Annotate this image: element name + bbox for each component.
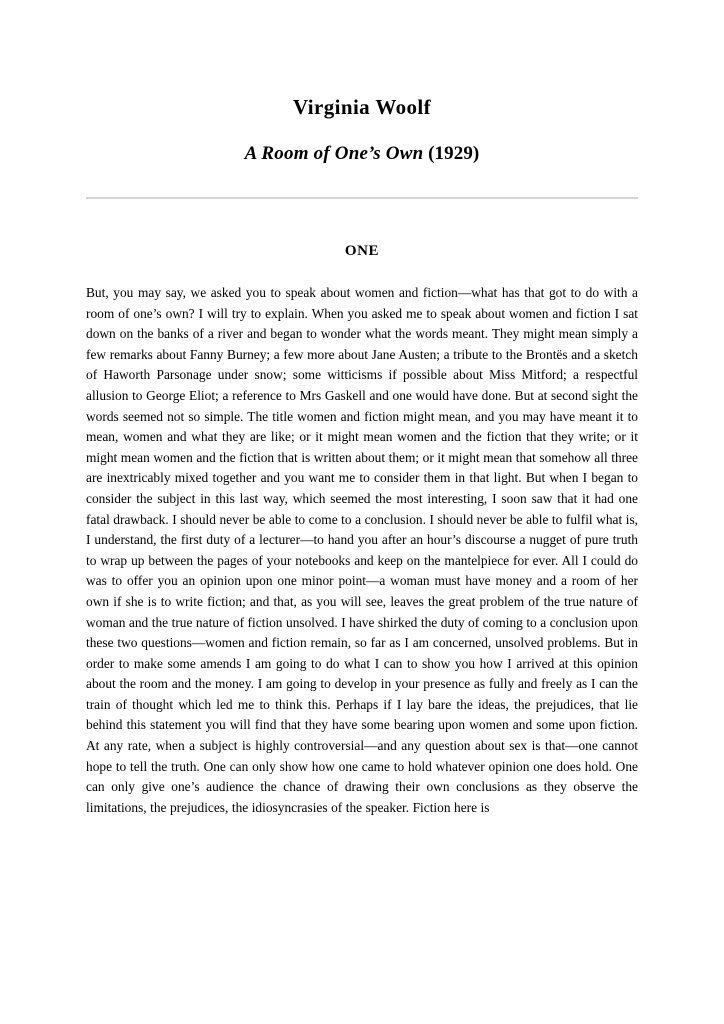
work-title-text: A Room of One’s Own xyxy=(244,143,424,165)
work-publication-year: (1929) xyxy=(428,143,480,165)
document-header xyxy=(86,0,638,166)
body-paragraph: But, you may say, we asked you to speak about women and fiction—what has that got to do with a room of one’s own? I will try to explain. When you asked me to speak about women and fiction I sat down on the banks of a river and began to wonder what the words meant. They might mean simply a few remarks about Fanny Burney; a few more about Jane Austen; a tribute to the Brontës and a sketch of Haworth Parsonage under snow; some witticisms if possible about Miss Mitford; a respectful allusion to George Eliot; a reference to Mrs Gaskell and one would have done. But at second sight the words seemed not so simple. The title women and fiction might mean, and you may have meant it to mean, women and what they are like; or it might mean women and the fiction that they write; or it might mean women and the fiction that is written about them; or it might mean that somehow all three are inextricably mixed together and you want me to consider them in that light. But when I began to consider the subject in this last way, which seemed the most interesting, I soon saw that it had one fatal drawback. I should never be able to come to a conclusion. I should never be able to fulfil what is, I understand, the first duty of a lecturer—to hand you after an hour’s discourse a nugget of pure truth to wrap up between the pages of your notebooks and keep on the mantelpiece for ever. All I could do was to offer you an opinion upon one minor point—a woman must have money and a room of her own if she is to write fiction; and that, as you will see, leaves the great problem of the true nature of woman and the true nature of fiction unsolved. I have shirked the duty of coming to a conclusion upon these two questions—women and fiction remain, so far as I am concerned, unsolved problems. But in order to make some amends I am going to do what I can to show you how I arrived at this opinion about the room and the money. I am going to develop in your presence as fully and freely as I can the train of thought which led me to think this. Perhaps if I lay bare the ideas, the prejudices, that lie behind this statement you will find that they have some bearing upon women and some upon fiction. At any rate, when a subject is highly controversial—and any question about sex is that—one cannot hope to tell the truth. One can only show how one came to hold whatever opinion one does hold. One can only give one’s audience the chance of drawing their own conclusions as they observe the limitations, the prejudices, the idiosyncrasies of the speaker. Fiction here is xyxy=(86,285,638,815)
author-name: Virginia Woolf xyxy=(292,95,432,119)
chapter-heading: ONE xyxy=(344,243,380,259)
work-title xyxy=(86,120,638,166)
body-text-container xyxy=(86,260,638,818)
